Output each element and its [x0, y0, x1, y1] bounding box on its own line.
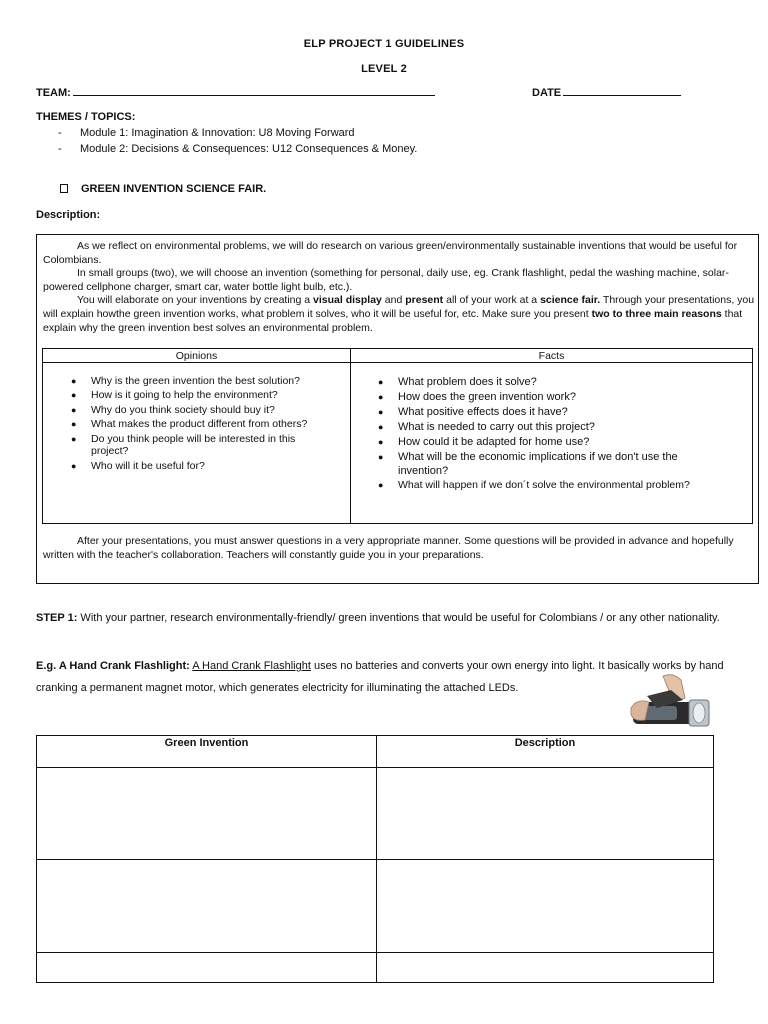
level-label: LEVEL 2: [361, 63, 407, 75]
team-label: TEAM:: [36, 87, 71, 99]
invention-table: [36, 735, 714, 983]
description-label: Description:: [36, 209, 101, 221]
after-presentation-text: After your presentations, you must answer questions in a very appropriate manner. Some questions will be provided in advance and hopefully written with the teacher's collaboration. Teachers will constantly guide you in your preparations.: [43, 535, 734, 561]
project-title: GREEN INVENTION SCIENCE FAIR.: [81, 183, 267, 195]
bullet-icon: ●: [71, 460, 77, 471]
description-paragraph-2: In small groups (two), we will choose an invention (something for personal, daily use, eg. Crank flashlight, pedal the washing machine, solar-powered cellphone charger, smart car, water bottle light bulb, etc.).: [43, 267, 729, 293]
list-item: ● How is it going to help the environment?: [71, 389, 278, 402]
invention-cell[interactable]: [37, 953, 377, 983]
opinions-facts-table: [42, 348, 753, 524]
list-item: - Module 1: Imagination & Innovation: U8 Moving Forward: [58, 127, 355, 139]
description-cell[interactable]: [377, 768, 714, 860]
themes-list: [36, 125, 417, 157]
bullet-icon: ●: [71, 376, 77, 386]
team-field: [36, 86, 435, 99]
description-cell[interactable]: [377, 860, 714, 953]
list-item: ● What will happen if we don´t solve the environmental problem?: [378, 479, 690, 492]
list-item: ● What makes the product different from others?: [71, 418, 308, 431]
description-paragraph-1: As we reflect on environmental problems, we will do research on various green/environmentally sustainable inventions that would be useful for Colombians.: [43, 240, 738, 266]
opinions-list: [69, 375, 331, 474]
list-item: - Module 2: Decisions & Consequences: U12 Consequences & Money.: [58, 143, 418, 155]
description-cell[interactable]: [377, 953, 714, 983]
list-item: ● Who will it be useful for?: [71, 459, 205, 472]
list-item: ● What is needed to carry out this project?: [378, 421, 595, 433]
bullet-icon: ●: [378, 392, 384, 402]
description-box: [36, 234, 759, 584]
date-blank: [563, 86, 681, 96]
flashlight-image: [627, 672, 718, 734]
list-item: ● Why is the green invention the best solution?: [71, 375, 300, 387]
description-paragraph-3: You will elaborate on your inventions by creating a visual display and present all of your work at a science fair. Through your presentations, you will explain howthe green invention works, what problem it solves, who it will be useful for, etc. Make sure you present two to three main reasons that explain why the green invention best solves an environmental problem.: [43, 294, 755, 334]
list-item: ● How does the green invention work?: [378, 391, 576, 403]
bullet-icon: ●: [71, 433, 77, 444]
bullet-icon: ●: [71, 419, 77, 430]
team-blank: [73, 86, 435, 96]
date-label: DATE: [532, 87, 562, 99]
example-text: uses no batteries and converts your own energy into light. It basically works by hand cranking a permanent magnet motor, which generates electricity for illuminating the attached LEDs.: [36, 660, 724, 694]
facts-header: Facts: [351, 349, 752, 363]
themes-title: THEMES / TOPICS:: [36, 111, 136, 123]
green-invention-header: Green Invention: [37, 736, 377, 768]
bullet-icon: ●: [378, 407, 384, 417]
description-header: Description: [377, 736, 714, 768]
list-item: ● What problem does it solve?: [378, 376, 537, 388]
bullet-icon: ●: [71, 390, 77, 401]
facts-list: [376, 375, 706, 493]
example-label: E.g. A Hand Crank Flashlight:: [36, 660, 190, 672]
date-field: [532, 86, 681, 99]
description-text: [43, 240, 755, 335]
step-1: [36, 609, 726, 628]
invention-cell[interactable]: [37, 860, 377, 953]
example-paragraph: [36, 656, 726, 699]
document-title: ELP PROJECT 1 GUIDELINES: [303, 38, 465, 50]
list-item: ● Why do you think society should buy it?: [71, 403, 275, 416]
table-divider: [350, 349, 351, 523]
example-link[interactable]: A Hand Crank Flashlight: [192, 660, 311, 672]
invention-cell[interactable]: [37, 768, 377, 860]
step-1-label: STEP 1:: [36, 612, 78, 624]
step-1-text: With your partner, research environmentally-friendly/ green inventions that would be useful for Colombians / or any other nationality.: [77, 612, 720, 624]
list-item: ● How could it be adapted for home use?: [378, 436, 590, 448]
list-item: ● What will be the economic implications if we don't use the invention?: [378, 451, 678, 478]
bullet-icon: ●: [378, 377, 384, 387]
bullet-icon: ●: [378, 422, 384, 432]
bullet-icon: ●: [378, 437, 384, 447]
list-item: ● Do you think people will be interested in this project?: [71, 432, 296, 458]
module-2-text: Module 2: Decisions & Consequences: U12 Consequences & Money.: [80, 143, 418, 155]
bullet-icon: ●: [378, 452, 384, 462]
opinions-header: Opinions: [43, 349, 350, 363]
bullet-icon: ●: [378, 480, 384, 491]
bullet-icon: ●: [71, 404, 77, 415]
list-item: ● What positive effects does it have?: [378, 406, 568, 418]
module-1-text: Module 1: Imagination & Innovation: U8 Moving Forward: [80, 127, 355, 139]
